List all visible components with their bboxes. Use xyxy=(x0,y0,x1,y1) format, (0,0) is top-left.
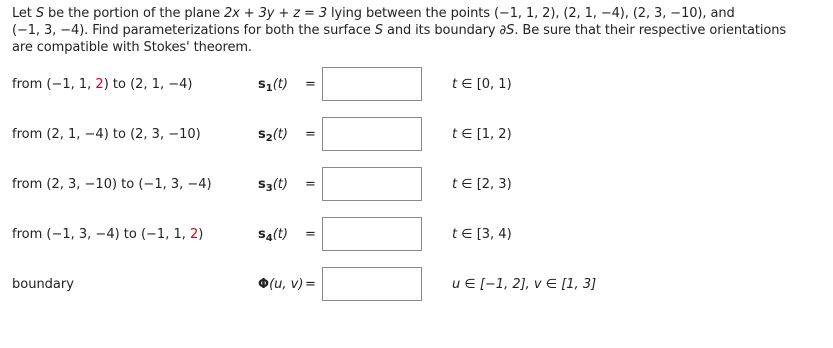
domain-label-1: t ∈ [0, 1) xyxy=(452,77,512,92)
equals-sign: = xyxy=(305,127,316,142)
domain-label-4: t ∈ [3, 4) xyxy=(452,227,512,242)
s4-answer-input[interactable] xyxy=(322,217,422,251)
function-label-s2: $s_2(t)$ xyxy=(258,127,288,144)
boundary-symbol: ∂S xyxy=(499,23,515,38)
domain-label-3: t ∈ [2, 3) xyxy=(452,177,512,192)
function-label-s4: $s_4(t)$ xyxy=(258,227,288,244)
function-label-s3: $s_3(t)$ xyxy=(258,177,288,194)
domain-label-2: t ∈ [1, 2) xyxy=(452,127,512,142)
s2-answer-input[interactable] xyxy=(322,117,422,151)
segment-label-4: from (−1, 3, −4) to (−1, 1, 2) xyxy=(12,227,204,242)
segment-label-2: from (2, 1, −4) to (2, 3, −10) xyxy=(12,127,201,142)
function-label-phi: Φ(u, v) xyxy=(258,277,304,292)
equals-sign: = xyxy=(305,277,316,292)
segment-label-1: from (−1, 1, 2) to (2, 1, −4) xyxy=(12,77,193,92)
problem-line-1: Let S be the portion of the plane 2x + 3y + z = 3 lying between the points (−1, 1, 2), (2, 1, −4), (2, 3, −10), and xyxy=(12,6,735,21)
equals-sign: = xyxy=(305,177,316,192)
phi-answer-input[interactable] xyxy=(322,267,422,301)
surface-label: boundary xyxy=(12,277,74,292)
plane-equation: 2x + 3y + z = 3 xyxy=(224,6,327,21)
segment-label-3: from (2, 3, −10) to (−1, 3, −4) xyxy=(12,177,212,192)
segment-row-1 xyxy=(0,67,833,105)
function-label-s1: $s_1(t)$ xyxy=(258,77,288,94)
equals-sign: = xyxy=(305,227,316,242)
surface-row xyxy=(0,267,833,305)
surface-domain-label: u ∈ [−1, 2], v ∈ [1, 3] xyxy=(452,277,597,292)
segment-row-3 xyxy=(0,167,833,205)
s3-answer-input[interactable] xyxy=(322,167,422,201)
segment-row-2 xyxy=(0,117,833,155)
problem-line-3: are compatible with Stokes' theorem. xyxy=(12,40,252,55)
problem-line-2: (−1, 3, −4). Find parameterizations for both the surface S and its boundary ∂S. Be sure that their respective orientations xyxy=(12,23,787,38)
problem-statement xyxy=(12,5,824,56)
equals-sign: = xyxy=(305,77,316,92)
segment-row-4 xyxy=(0,217,833,255)
s1-answer-input[interactable] xyxy=(322,67,422,101)
